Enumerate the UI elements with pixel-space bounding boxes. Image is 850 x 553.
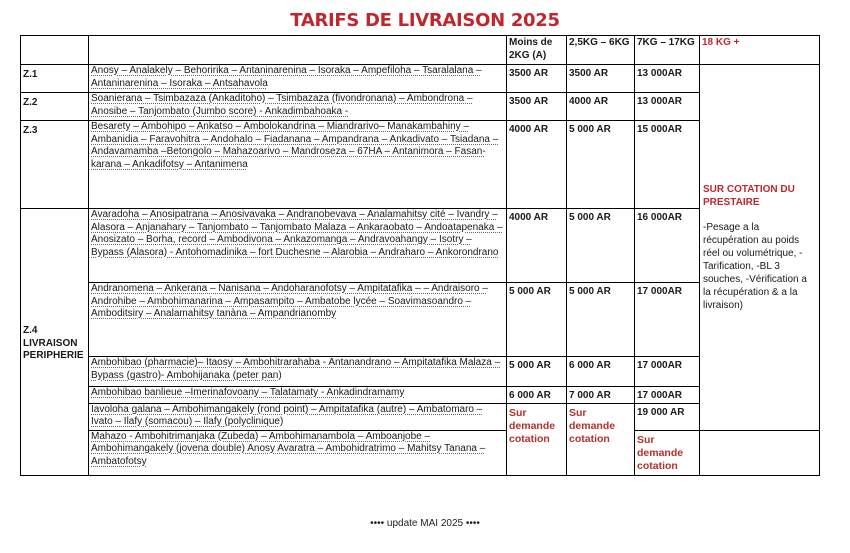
neighborhood-list: Iavoloha galana – Ambohimangakely (rond point) – Ampitatafika (autre) – Ambatomaro – Ivato – Ilafy (somacou) – Ilafy (polyclinique)	[89, 403, 507, 430]
price-cell: 4000 AR	[507, 209, 567, 283]
quote-cell: Sur demande cotation	[635, 430, 700, 475]
quote-cell: Sur demande cotation	[567, 403, 635, 475]
price-cell: 7 000 AR	[567, 387, 635, 404]
header-18kg-plus: 18 KG +	[700, 36, 820, 65]
note-heading: SUR COTATION DU PRESTAIRE	[703, 183, 795, 208]
price-cell: 17 000AR	[635, 357, 700, 387]
price-cell: 4000 AR	[507, 121, 567, 209]
price-cell: 4000 AR	[567, 93, 635, 121]
tariff-table	[20, 35, 820, 476]
header-2-5kg-6kg: 2,5KG – 6KG	[567, 36, 635, 65]
quote-cell: Sur demande cotation	[507, 403, 567, 475]
header-7kg-17kg: 7KG – 17KG	[635, 36, 700, 65]
neighborhood-list: Ambohibao banlieue –Imerinafovoany – Talatamaty - Ankadindramamy	[89, 387, 507, 404]
price-cell: 3500 AR	[507, 93, 567, 121]
update-footer: •••• update MAI 2025 ••••	[370, 518, 480, 529]
table-row	[21, 65, 820, 93]
price-cell: 3500 AR	[567, 65, 635, 93]
note-body: -Pesage a la récupération au poids réel ou volumétrique, -Tarification, -BL 3 souches, -Vérification a la récupération & a la livraison)	[703, 221, 807, 311]
price-cell: 17 000AR	[635, 387, 700, 404]
table-row	[21, 430, 820, 475]
price-cell: 6 000 AR	[567, 357, 635, 387]
price-cell: 15 000AR	[635, 121, 700, 209]
neighborhood-list: Avaradoha – Anosipatrana – Anosivavaka – Andranobevava – Analamahitsy cité – Ivandry – Alasora – Anjanahary – Tanjombato – Tanjombato Malaza – Ankaraobato – Andoatapenaka – Anosizato – Borha, record – Ambodivona – Ankazomanga – Andravoahangy – Isotry – Bypass (Alasora) - Antohomadinika – fort Duchesne – Alarobia – Andraharo – Ankorondrano	[89, 209, 507, 283]
price-cell: 3500 AR	[507, 65, 567, 93]
price-cell: 5 000 AR	[567, 209, 635, 283]
zone-label: Z.3	[21, 121, 89, 209]
zone-4-label: Z.4 LIVRAISON PERIPHERIE	[21, 209, 89, 476]
page-title: TARIFS DE LIVRAISON 2025	[290, 10, 560, 31]
price-cell: 19 000 AR	[635, 403, 700, 430]
neighborhood-list: Mahazo - Ambohitrimanjaka (Zubeda) – Ambohimanambola – Amboanjobe – Ambohimangakely (jovena double) Anosy Avaratra – Ambohidratrimo – Mahitsy Tanana – Ambatofotsy	[89, 430, 507, 475]
header-less-than-2kg: Moins de 2KG (A)	[507, 36, 567, 65]
pricing-note	[700, 65, 820, 431]
price-cell: 6 000 AR	[507, 387, 567, 404]
zone-label: Z.1	[21, 65, 89, 93]
price-cell: 5 000 AR	[567, 283, 635, 357]
price-cell: 16 000AR	[635, 209, 700, 283]
price-cell: 5 000 AR	[567, 121, 635, 209]
price-cell: 5 000 AR	[507, 283, 567, 357]
neighborhood-list: Soanierana – Tsimbazaza (Ankaditoho) – Tsimbazaza (fivondronana) – Ambondrona – Anosibe – Tanjombato (Jumbo score) - Ankadimbahoaka -	[89, 93, 507, 121]
neighborhood-list: Besarety – Ambohipo – Ankatso – Ambolokandrina – Miandrarivo– Manakambahiny – Ambanidia – Faravohitra – Andohalo – Fiadanana – Ampandrana – Ankadivato – Tsiadana – Andavamamba –Betongolo – Mahazoarivo – Mandroseza – 67HA – Antanimora – Fasan-karana – Ankadifotsy – Antanimena	[89, 121, 507, 209]
neighborhood-list: Andranomena – Ankerana – Nanisana – Andoharanofotsy – Ampitatafika – – Andraisoro – Androhibe – Ambohimanarina – Ampasampito – Ambatobe lycée – Soavimasoandro – Amboditsiry – Analamahitsy tanàna – Ampandrianomby	[89, 283, 507, 357]
price-cell: 5 000 AR	[507, 357, 567, 387]
price-cell: 13 000AR	[635, 93, 700, 121]
zone-label: Z.2	[21, 93, 89, 121]
price-cell: 17 000AR	[635, 283, 700, 357]
price-cell: 13 000AR	[635, 65, 700, 93]
neighborhood-list: Ambohibao (pharmacie)– Itaosy – Ambohitrarahaba - Antanandrano – Ampitatafika Malaza – Bypass (gastro)- Ambohijanaka (peter pan)	[89, 357, 507, 387]
neighborhood-list: Anosy – Analakely – Behoririka – Antaninarenina – Isoraka – Ampefiloha – Tsaralalana – Antaninarenina – Isoraka – Antsahavola	[89, 65, 507, 93]
table-header-row	[21, 36, 820, 65]
